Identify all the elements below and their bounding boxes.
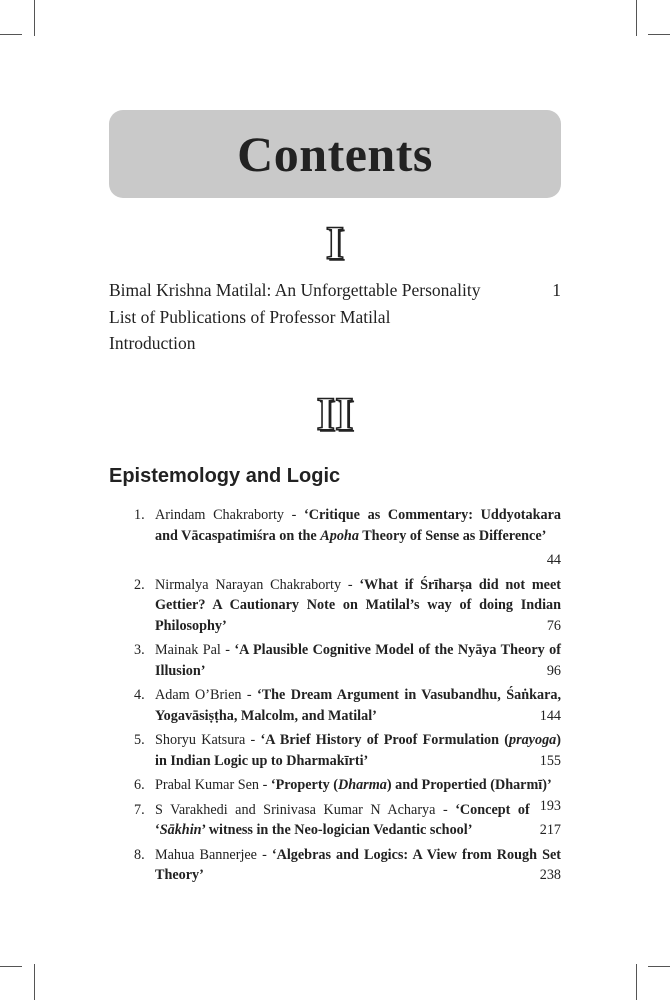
front-matter-list — [109, 277, 561, 357]
crop-mark — [636, 964, 637, 1000]
chapter-title: ‘Critique as Commentary: Uddyotakara and Vācaspatimiśra on the Apoha Theory of Sense as Difference’ — [155, 507, 561, 544]
crop-mark — [636, 0, 637, 36]
chapter-entry — [134, 685, 561, 726]
chapter-title: ‘A Brief History of Proof Formulation (prayoga) in Indian Logic up to Dharmakīrti’ — [155, 732, 561, 769]
page-title: Contents — [237, 126, 433, 182]
chapter-entry — [134, 640, 561, 681]
list-item — [109, 304, 561, 331]
entry-title: List of Publications of Professor Matilal — [109, 306, 391, 327]
chapter-page: 238 — [539, 867, 561, 883]
list-item — [109, 277, 561, 304]
chapter-author: S Varakhedi and Srinivasa Kumar N Acharya - — [155, 801, 456, 818]
chapter-entry — [134, 730, 561, 771]
chapter-author: Adam O’Brien - — [155, 687, 257, 703]
chapter-number: 6. — [134, 777, 145, 793]
chapter-number: 3. — [134, 642, 145, 658]
chapter-author: Shoryu Katsura - — [155, 732, 261, 748]
part-one-numeral: I — [325, 217, 345, 270]
crop-mark — [34, 964, 35, 1000]
chapter-title: ‘Property (Dharma) and Propertied (Dharmī)’ — [270, 777, 552, 793]
chapter-page: 193 — [539, 797, 561, 814]
chapter-page: 155 — [539, 752, 561, 769]
chapter-title: ‘Concept of ‘Sākhin’ witness in the Neo-logician Vedantic school’ — [155, 801, 530, 838]
entry-title: Introduction — [109, 333, 196, 353]
chapter-number: 8. — [134, 846, 145, 863]
entry-title: Bimal Krishna Matilal: An Unforgettable Personality — [109, 280, 481, 300]
chapter-author: Nirmalya Narayan Chakraborty - — [155, 576, 360, 593]
chapter-title: ‘What if Śrīharṣa did not meet Gettier? A Cautionary Note on Matilal’s way of doing Indian Philosophy’ — [155, 576, 561, 634]
chapter-page: 217 — [539, 822, 561, 838]
entry-page: 1 — [552, 280, 561, 300]
contents-banner — [109, 110, 561, 198]
chapter-title: ‘Algebras and Logics: A View from Rough Set Theory’ — [155, 846, 561, 883]
chapter-entry — [134, 800, 561, 841]
chapter-entry — [134, 575, 561, 637]
chapter-list — [134, 505, 561, 890]
chapter-number: 2. — [134, 576, 145, 593]
chapter-page: 144 — [539, 707, 561, 724]
chapter-author: Mainak Pal - — [155, 642, 235, 658]
section-heading: Epistemology and Logic — [109, 465, 341, 487]
chapter-author: Prabal Kumar Sen - — [155, 777, 271, 793]
chapter-author: Arindam Chakraborty - — [155, 507, 304, 523]
chapter-entry — [134, 505, 561, 571]
list-item — [109, 330, 561, 357]
chapter-title: ‘The Dream Argument in Vasubandhu, Śaṅkara, Yogavāsiṣṭha, Malcolm, and Matilal’ — [155, 687, 562, 724]
part-two-numeral: II — [316, 388, 354, 441]
chapter-title: ‘A Plausible Cognitive Model of the Nyāya Theory of Illusion’ — [155, 642, 561, 679]
chapter-number: 7. — [134, 801, 145, 818]
chapter-page: 76 — [546, 617, 561, 634]
chapter-entry — [134, 845, 561, 886]
crop-mark — [648, 966, 670, 967]
crop-mark — [0, 966, 22, 967]
crop-mark — [648, 34, 670, 35]
crop-mark — [34, 0, 35, 36]
crop-mark — [0, 34, 22, 35]
chapter-author: Mahua Bannerjee - — [155, 846, 272, 863]
chapter-number: 1. — [134, 507, 145, 523]
chapter-page: 96 — [546, 662, 561, 679]
chapter-number: 5. — [134, 732, 145, 748]
chapter-page: 44 — [546, 552, 561, 568]
chapter-number: 4. — [134, 687, 145, 703]
